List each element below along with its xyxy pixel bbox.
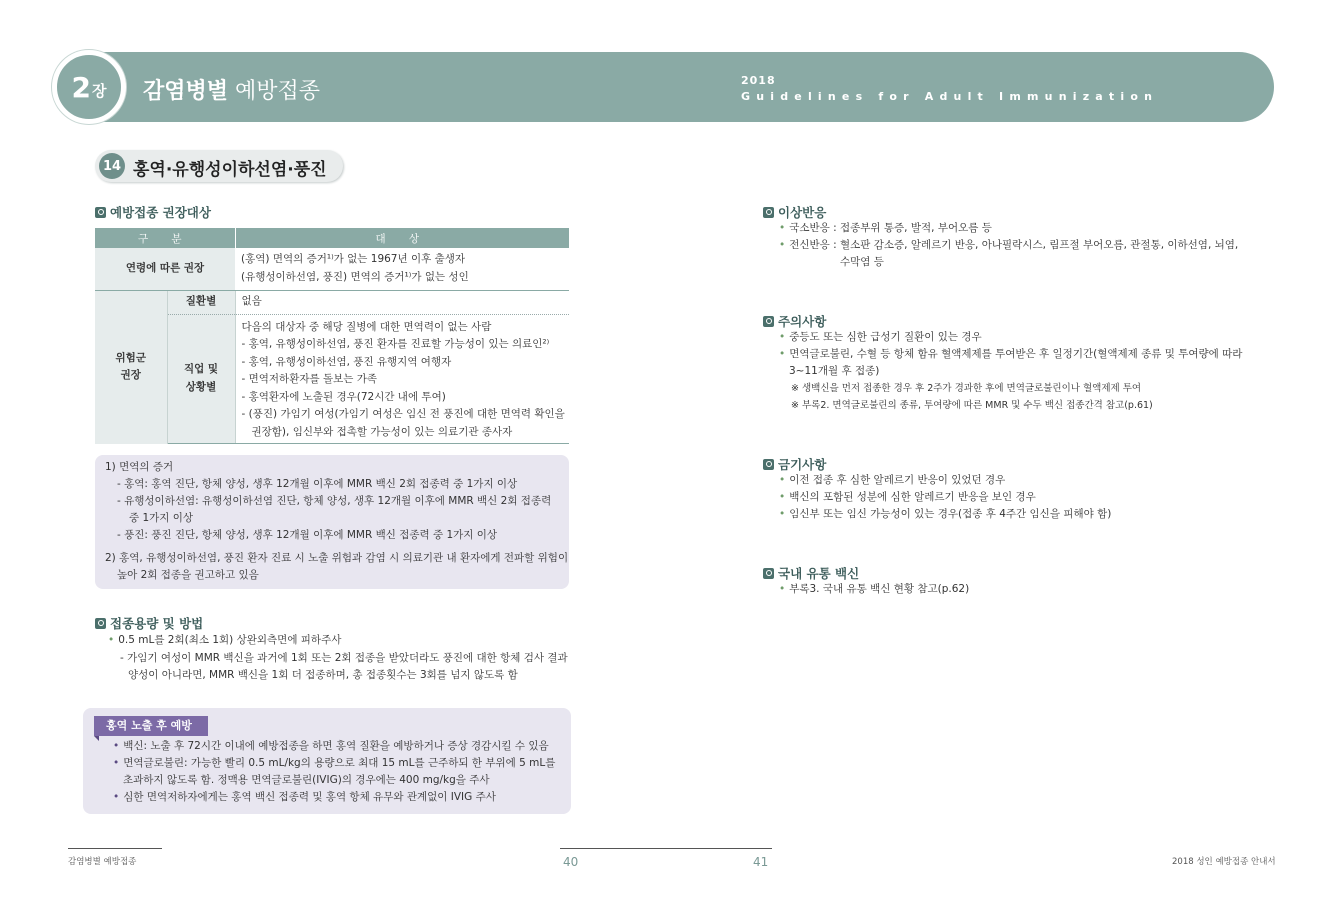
caution-bullet: • 면역글로불린, 수혈 등 항체 함유 혈액제제를 투여받은 후 일정기간(혈액제제 종류 및 투여량에 따라 xyxy=(779,346,1242,363)
domestic-bullet: • 부록3. 국내 유통 백신 현황 참고(p.62) xyxy=(779,581,969,598)
contra-heading-text: 금기사항 xyxy=(778,457,827,472)
dosage-line: - 가임기 여성이 MMR 백신을 과거에 1회 또는 2회 접종을 받았더라도 풍진에 대한 항체 검사 결과 xyxy=(120,652,568,664)
disease-value: 없음 xyxy=(235,290,569,314)
domestic-heading-text: 국내 유통 백신 xyxy=(778,566,860,581)
guide-name: Guidelines for Adult Immunization xyxy=(741,90,1159,103)
page-number-right: 41 xyxy=(753,855,769,869)
adverse-bullet: • 국소반응 : 접종부위 통증, 발적, 부어오름 등 xyxy=(779,220,1238,237)
domestic-list xyxy=(779,581,969,598)
occupation-line: - (풍진) 가임기 여성(가임기 여성은 임신 전 풍진에 대한 면역력 확인을 xyxy=(241,408,565,420)
caution-heading-text: 주의사항 xyxy=(778,314,827,329)
risk-label-line: 권장 xyxy=(120,369,141,381)
caution-bullet: • 중등도 또는 심한 급성기 질환이 있는 경우 xyxy=(779,329,1242,346)
chapter-title-bold: 감염병별 xyxy=(143,79,229,104)
contra-heading xyxy=(763,455,826,473)
recommend-table xyxy=(95,228,569,444)
occupation-label-line: 직업 및 xyxy=(183,363,219,376)
caution-note: ※ 생백신을 먼저 접종한 경우 후 2주가 경과한 후에 면역글로불린이나 혈액제제 투여 xyxy=(791,383,1142,394)
domestic-heading xyxy=(763,564,859,582)
section-bullet-icon xyxy=(763,568,774,579)
contra-list xyxy=(779,472,1111,523)
caution-bullet-cont: 3~11개월 후 접종) xyxy=(789,365,880,377)
contra-bullet: • 임신부 또는 임신 가능성이 있는 경우(접종 후 4주간 임신을 피해야 함) xyxy=(779,506,1111,523)
occupation-label xyxy=(167,314,235,444)
footnote-2: 2) 홍역, 유행성이하선염, 풍진 환자 진료 시 노출 위험과 감염 시 의료기관 내 환자에게 전파할 위험이 xyxy=(105,552,569,564)
age-line: (유행성이하선염, 풍진) 면역의 증거¹⁾가 없는 성인 xyxy=(241,270,469,283)
section-bullet-icon xyxy=(763,316,774,327)
recommend-heading xyxy=(95,203,211,221)
chapter-title-rest: 예방접종 xyxy=(235,79,321,104)
age-line: (홍역) 면역의 증거¹⁾가 없는 1967년 이후 출생자 xyxy=(241,253,466,266)
occupation-value xyxy=(235,314,569,444)
exposure-bullet: • 백신: 노출 후 72시간 이내에 예방접종을 하면 홍역 질환을 예방하거나 증상 경감시킬 수 있음 xyxy=(113,738,555,755)
footnote-1: 1) 면역의 증거 xyxy=(105,461,174,473)
table-header-category: 구 분 xyxy=(95,228,235,248)
risk-label xyxy=(95,290,167,444)
adverse-bullet: • 전신반응 : 혈소판 감소증, 알레르기 반응, 아나필락시스, 림프절 부어오름, 관절통, 이하선염, 뇌염, xyxy=(779,237,1238,254)
dosage-heading-text: 접종용량 및 방법 xyxy=(110,616,204,631)
occupation-line: - 홍역, 유행성이하선염, 풍진 환자를 진료할 가능성이 있는 의료인²⁾ xyxy=(241,338,550,350)
section-bullet-icon xyxy=(95,207,106,218)
dosage-line: • 0.5 mL를 2회(최소 1회) 상완외측면에 피하주사 xyxy=(108,632,341,649)
occupation-label-line: 상황별 xyxy=(185,380,217,393)
caution-heading xyxy=(763,312,826,330)
footnote-1-item-cont: 중 1가지 이상 xyxy=(129,512,194,524)
exposure-bullet: • 심한 면역저하자에게는 홍역 백신 접종력 및 홍역 항체 유무와 관계없이 IVIG 주사 xyxy=(113,789,555,806)
adverse-bullet-cont: 수막염 등 xyxy=(840,256,884,268)
section-bullet-icon xyxy=(763,459,774,470)
footnote-box xyxy=(95,455,569,589)
exposure-bullet-cont: 초과하지 않도록 함. 정맥용 면역글로불린(IVIG)의 경우에는 400 mg/kg을 주사 xyxy=(123,774,490,786)
footnote-1-item: - 유행성이하선염: 유행성이하선염 진단, 항체 양성, 생후 12개월 이후에 MMR 백신 2회 접종력 xyxy=(117,495,552,507)
dosage-heading xyxy=(95,614,203,632)
adverse-heading xyxy=(763,203,826,221)
dosage-line: 양성이 아니라면, MMR 백신을 1회 더 접종하며, 총 접종횟수는 3회를 넘지 않도록 함 xyxy=(128,669,518,681)
adverse-heading-text: 이상반응 xyxy=(778,205,827,220)
occupation-line: 권장함), 임신부와 접촉할 가능성이 있는 의료기관 종사자 xyxy=(251,425,513,438)
footer-left-text: 감염병별 예방접종 xyxy=(68,857,137,867)
caution-list xyxy=(779,329,1242,414)
section-bullet-icon xyxy=(763,207,774,218)
section-bullet-icon xyxy=(95,618,106,629)
footnote-1-item: - 풍진: 풍진 진단, 항체 양성, 생후 12개월 이후에 MMR 백신 접종력 중 1가지 이상 xyxy=(117,529,498,541)
exposure-tag: 홍역 노출 후 예방 xyxy=(94,716,208,736)
footer-rule-center xyxy=(560,848,772,849)
footer-rule-left xyxy=(68,848,162,849)
footnote-2-cont: 높아 2회 접종을 권고하고 있음 xyxy=(117,569,259,581)
page-number-left: 40 xyxy=(563,855,579,869)
chapter-title xyxy=(143,74,320,105)
footer-right-text: 2018 성인 예방접종 안내서 xyxy=(1172,857,1276,867)
section-title: 홍역·유행성이하선염·풍진 xyxy=(133,160,327,180)
occupation-line: - 면역저하환자를 돌보는 가족 xyxy=(241,373,378,385)
section-number: 14 xyxy=(99,153,125,179)
caution-note: ※ 부록2. 면역글로불린의 종류, 투여량에 따른 MMR 및 수두 백신 접종간격 참고(p.61) xyxy=(791,400,1153,411)
occupation-line: - 홍역환자에 노출된 경우(72시간 내에 투여) xyxy=(241,390,446,403)
age-label: 연령에 따른 권장 xyxy=(95,248,235,290)
table-header-target: 대 상 xyxy=(235,228,569,248)
risk-label-line: 위험군 xyxy=(115,351,146,364)
footnote-1-item: - 홍역: 홍역 진단, 항체 양성, 생후 12개월 이후에 MMR 백신 2회 접종력 중 1가지 이상 xyxy=(117,478,518,490)
exposure-text xyxy=(113,738,555,806)
contra-bullet: • 백신의 포함된 성분에 심한 알레르기 반응을 보인 경우 xyxy=(779,489,1111,506)
disease-label: 질환별 xyxy=(167,290,235,314)
adverse-list xyxy=(779,220,1238,271)
chapter-badge xyxy=(52,50,126,124)
occupation-line: - 홍역, 유행성이하선염, 풍진 유행지역 여행자 xyxy=(241,355,452,368)
exposure-tag-fold xyxy=(94,736,99,741)
age-value xyxy=(235,248,569,290)
exposure-bullet: • 면역글로불린: 가능한 빨리 0.5 mL/kg의 용량으로 최대 15 mL를 근주하되 한 부위에 5 mL를 xyxy=(113,755,555,772)
recommend-heading-text: 예방접종 권장대상 xyxy=(110,205,211,220)
chapter-unit: 장 xyxy=(91,81,107,100)
chapter-number: 2 xyxy=(71,70,91,104)
guide-year: 2018 xyxy=(741,74,776,87)
occupation-line: 다음의 대상자 중 해당 질병에 대한 면역력이 없는 사람 xyxy=(241,320,492,333)
contra-bullet: • 이전 접종 후 심한 알레르기 반응이 있었던 경우 xyxy=(779,472,1111,489)
